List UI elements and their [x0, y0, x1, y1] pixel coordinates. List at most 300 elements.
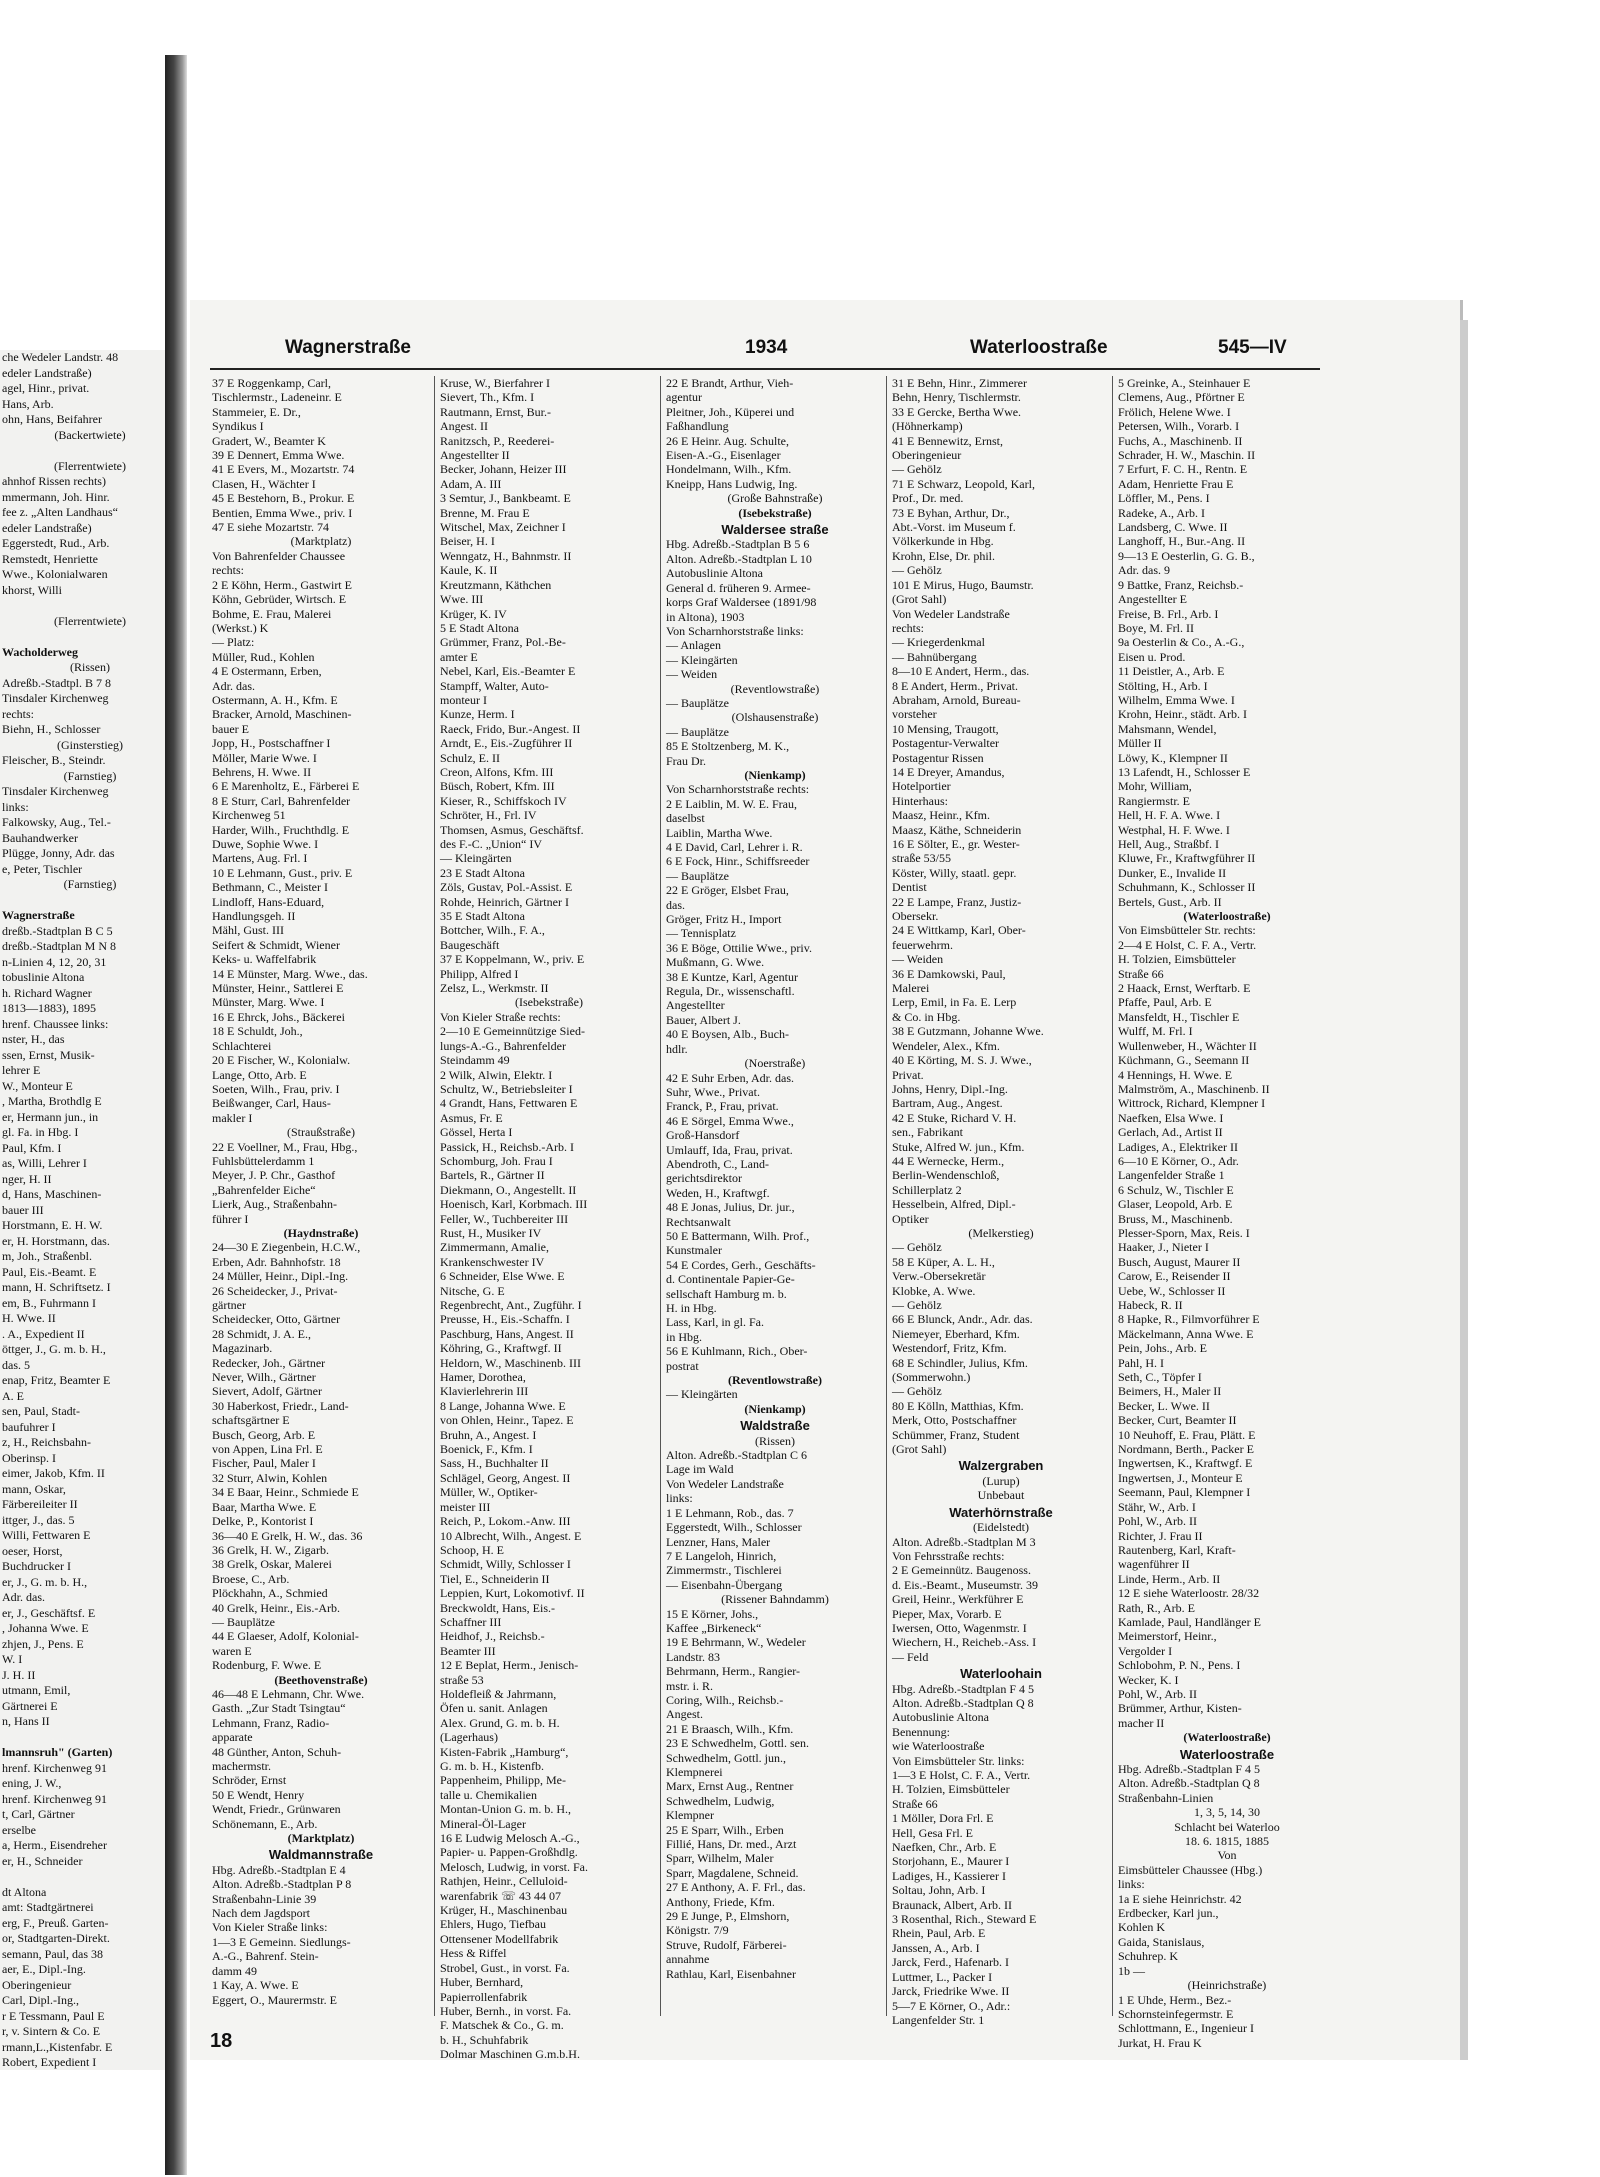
directory-entry: (Werkst.) K	[212, 620, 269, 635]
directory-entry: agel, Hinr., privat.	[2, 381, 90, 395]
directory-entry: 37 E Koppelmann, W., priv. E	[440, 952, 585, 967]
directory-entry: korps Graf Waldersee (1891/98	[666, 595, 817, 610]
directory-entry: Mähl, Gust. III	[212, 923, 284, 938]
directory-entry: makler I	[212, 1110, 253, 1125]
directory-entry: Paul, Kfm. I	[2, 1140, 62, 1155]
directory-entry: Heldorn, W., Maschinenb. III	[440, 1355, 581, 1370]
directory-entry: as, Willi, Lehrer I	[2, 1156, 87, 1170]
directory-entry: in Hbg.	[666, 1329, 702, 1344]
directory-entry: 26 E Heinr. Aug. Schulte,	[666, 433, 789, 448]
directory-entry: Hell, H. F. A. Wwe. I	[1118, 808, 1221, 823]
directory-entry: hrenf. Kirchenweg 91	[2, 1791, 107, 1806]
directory-entry: Papier- u. Pappen-Großhdlg.	[440, 1845, 578, 1860]
directory-entry: Wwe. III	[440, 592, 484, 607]
directory-entry: Syndikus I	[212, 419, 264, 434]
directory-entry: A. E	[2, 1388, 24, 1403]
directory-entry: 2 Wilk, Alwin, Elektr. I	[440, 1067, 553, 1082]
directory-entry: Krankenschwester IV	[440, 1254, 545, 1269]
directory-entry: von Ohlen, Heinr., Tapez. E	[440, 1413, 574, 1428]
directory-entry: 42 E Suhr Erben, Adr. das.	[666, 1070, 794, 1085]
directory-entry: Frau Dr.	[666, 753, 706, 768]
directory-entry: 31 E Behn, Hinr., Zimmerer	[892, 376, 1027, 390]
directory-entry: er, J., G. m. b. H.,	[2, 1574, 88, 1589]
directory-entry: warenfabrik ☏ 43 44 07	[440, 1888, 561, 1903]
cross-street-marker: (Melkerstieg)	[968, 1225, 1034, 1240]
directory-entry: Landstr. 83	[666, 1649, 720, 1664]
directory-entry: sen., Fabrikant	[892, 1125, 963, 1140]
directory-entry: 1b —	[1118, 1963, 1145, 1978]
directory-entry: Schrader, H. W., Maschin. II	[1118, 448, 1256, 463]
directory-entry: Müller, W., Optiker-	[440, 1485, 538, 1500]
directory-entry: Gradert, W., Beamter K	[212, 433, 326, 448]
head-right-street: Waterloostraße	[970, 337, 1108, 358]
directory-entry: hrenf. Chaussee links:	[2, 1016, 109, 1031]
directory-entry: baufuhrer I	[2, 1419, 56, 1434]
head-year: 1934	[745, 337, 788, 358]
directory-entry: 6 E Marenholtz, E., Färberei E	[212, 779, 360, 794]
directory-entry: Benennung:	[892, 1724, 950, 1739]
directory-entry	[0, 893, 178, 909]
directory-entry: 21 E Braasch, Wilh., Kfm.	[666, 1721, 794, 1736]
directory-entry: Janssen, A., Arb. I	[892, 1940, 980, 1955]
directory-entry: 24 E Wittkamp, Karl, Ober-	[892, 923, 1026, 938]
directory-entry: Klempner	[666, 1808, 714, 1823]
directory-entry: Maasz, Heinr., Kfm.	[892, 808, 990, 823]
directory-entry: Falkowsky, Aug., Tel.-	[2, 815, 111, 829]
directory-entry: Bauhandwerker	[2, 830, 78, 845]
directory-entry: Gerlach, Ad., Artist II	[1118, 1125, 1223, 1140]
directory-entry: Eggert, O., Maurermstr. E	[212, 1992, 337, 2007]
directory-entry: Eisen-A.-G., Eisenlager	[666, 448, 781, 463]
directory-entry: Suhr, Wwe., Privat.	[666, 1084, 760, 1099]
directory-entry: (Flerrentwiete)	[54, 613, 126, 628]
cross-street-marker: (Lurup)	[982, 1473, 1020, 1488]
directory-entry: fee z. „Alten Landhaus“	[2, 505, 118, 519]
directory-entry: 5 Greinke, A., Steinhauer E	[1118, 376, 1251, 390]
directory-entry: — Tennisplatz	[666, 926, 736, 941]
directory-entry: Jurkat, H. Frau K	[1118, 2035, 1202, 2050]
directory-entry: 22 E Voellner, M., Frau, Hbg.,	[212, 1139, 358, 1154]
directory-entry: 44 E Wernecke, Herm.,	[892, 1153, 1005, 1168]
directory-entry: Eggerstedt, Wilh., Schlosser	[666, 1520, 802, 1535]
directory-entry: — Platz:	[212, 635, 255, 650]
directory-entry: Klobke, A. Wwe.	[892, 1283, 976, 1298]
directory-entry: 9—13 E Oesterlin, G. G. B.,	[1118, 548, 1255, 563]
directory-entry: J. H. II	[2, 1667, 36, 1682]
directory-entry: Von Kieler Straße rechts:	[440, 1009, 561, 1024]
directory-entry: Rohde, Heinrich, Gärtner I	[440, 894, 569, 909]
directory-entry: Landsberg, C. Wwe. II	[1118, 520, 1228, 535]
directory-entry: (Ginsterstieg)	[57, 737, 123, 752]
directory-entry: annahme	[666, 1952, 710, 1967]
directory-entry	[0, 598, 178, 614]
directory-entry: Hell, Aug., Straßbf. I	[1118, 837, 1219, 851]
directory-entry: 73 E Byhan, Arthur, Dr.,	[892, 505, 1010, 520]
directory-entry: Montan-Union G. m. b. H.,	[440, 1802, 571, 1817]
directory-entry: General d. früheren 9. Armee-	[666, 580, 811, 595]
directory-entry: 1—3 E Gemeinn. Siedlungs-	[212, 1934, 351, 1949]
directory-entry: r E Tessmann, Paul E	[2, 2008, 105, 2023]
directory-entry: 20 E Fischer, W., Kolonialw.	[212, 1053, 351, 1068]
directory-entry: 71 E Schwarz, Leopold, Karl,	[892, 476, 1035, 491]
directory-entry: Lenzner, Hans, Maler	[666, 1534, 771, 1549]
directory-entry: Kieser, R., Schiffskoch IV	[440, 793, 567, 808]
directory-entry: Tischlermstr., Ladeneinr. E	[212, 390, 342, 405]
directory-entry: Alton. Adreßb.-Stadtplan Q 8	[892, 1695, 1034, 1710]
street-heading: Waldmannstraße	[268, 1847, 374, 1863]
directory-entry: Busch, Georg, Arb. E	[212, 1427, 316, 1442]
directory-entry: . A., Expedient II	[2, 1326, 85, 1341]
directory-entry: Rust, H., Musiker IV	[440, 1225, 542, 1240]
directory-entry: Malerei	[892, 981, 930, 996]
directory-entry: (Flerrentwiete)	[54, 458, 126, 473]
directory-entry: Horstmann, E. H. W.	[2, 1218, 103, 1232]
directory-entry: Passick, H., Reichsb.-Arb. I	[440, 1139, 574, 1154]
directory-entry: — Gehölz	[892, 563, 942, 578]
directory-entry: Carl, Dipl.-Ing.,	[2, 1993, 79, 2007]
directory-entry: 5 E Stadt Altona	[440, 620, 519, 635]
directory-entry: Schuhmann, K., Schlosser II	[1118, 880, 1256, 895]
directory-entry: feuerwehrm.	[892, 937, 953, 952]
street-heading: Walzergraben	[958, 1458, 1044, 1474]
directory-entry: 4 E David, Carl, Lehrer i. R.	[666, 840, 803, 854]
directory-entry: Soeten, Wilh., Frau, priv. I	[212, 1081, 340, 1096]
directory-entry: Kunstmaler	[666, 1243, 722, 1258]
column-divider	[434, 376, 435, 2016]
directory-entry: — Eisenbahn-Übergang	[666, 1577, 783, 1592]
directory-entry: Gasth. „Zur Stadt Tsingtau“	[212, 1701, 346, 1716]
directory-entry: Martens, Aug. Frl. I	[212, 851, 308, 866]
directory-entry: 80 E Kölln, Matthias, Kfm.	[892, 1398, 1024, 1413]
directory-entry: Nach dem Jagdsport	[212, 1906, 310, 1921]
directory-entry: Paschburg, Hans, Angest. II	[440, 1326, 574, 1341]
directory-entry: Asmus, Fr. E	[440, 1110, 503, 1125]
directory-entry: Glaser, Leopold, Arb. E	[1118, 1197, 1233, 1212]
directory-entry: Grümmer, Franz, Pol.-Be-	[440, 635, 566, 650]
directory-entry: Boye, M. Frl. II	[1118, 620, 1194, 635]
directory-entry: zhjen, J., Pens. E	[2, 1636, 84, 1651]
directory-entry	[0, 443, 178, 459]
directory-entry: Leppien, Kurt, Lokomotivf. II	[440, 1586, 585, 1601]
directory-entry: Westendorf, Fritz, Kfm.	[892, 1341, 1007, 1356]
directory-entry: von Appen, Lina Frl. E	[212, 1442, 323, 1457]
directory-entry: Papierrollenfabrik	[440, 1989, 528, 2004]
cross-street-marker: (Haydnstraße)	[283, 1225, 359, 1240]
directory-entry: h. Richard Wagner	[2, 985, 92, 1000]
directory-entry: Ingwertsen, J., Monteur E	[1118, 1470, 1243, 1485]
directory-entry: Hell, Gesa Frl. E	[892, 1825, 973, 1840]
directory-entry: Radeke, A., Arb. I	[1118, 505, 1205, 520]
directory-entry: Creon, Alfons, Kfm. III	[440, 764, 554, 779]
directory-entry: Broese, C., Arb.	[212, 1571, 290, 1586]
directory-entry: mstr. i. R.	[666, 1678, 714, 1693]
directory-entry: Kohlen K	[1118, 1920, 1165, 1935]
directory-entry: Bethmann, C., Meister I	[212, 880, 328, 895]
directory-entry: 16 E Ludwig Melosch A.-G.,	[440, 1831, 580, 1846]
directory-entry: Von Fehrsstraße rechts:	[892, 1548, 1005, 1563]
directory-entry: 1 Möller, Dora Frl. E	[892, 1811, 994, 1826]
directory-entry: rechts:	[2, 706, 34, 721]
directory-entry: Carow, E., Reisender II	[1118, 1269, 1231, 1284]
directory-entry: 40 E Boysen, Alb., Buch-	[666, 1027, 789, 1042]
directory-entry: talle u. Chemikalien	[440, 1787, 537, 1802]
cross-street-marker: (Heinrichstraße)	[1187, 1978, 1267, 1993]
directory-entry	[0, 1730, 178, 1746]
directory-entry: Reich, P., Lokom.-Anw. III	[440, 1514, 571, 1529]
directory-entry: apparate	[212, 1730, 253, 1745]
directory-entry: — Bauplätze	[666, 868, 729, 883]
directory-entry: Straßenbahn-Linie 39	[212, 1891, 317, 1906]
column-5	[1118, 376, 1336, 2050]
directory-entry: Klavierlehrerin III	[440, 1384, 529, 1399]
directory-entry: Wenngatz, H., Bahnmstr. II	[440, 548, 572, 563]
directory-entry: 101 E Mirus, Hugo, Baumstr.	[892, 577, 1034, 592]
directory-entry: Fischer, Paul, Maler I	[212, 1456, 316, 1471]
directory-entry: Angestellter E	[1118, 592, 1187, 607]
directory-entry: Von Scharnhorststraße links:	[666, 623, 804, 638]
directory-entry: gerichtsdirektor	[666, 1171, 742, 1186]
directory-entry: Stähr, W., Arb. I	[1118, 1499, 1196, 1514]
directory-entry: 10 Albrecht, Wilh., Angest. E	[440, 1528, 582, 1543]
directory-entry: gärtner	[212, 1298, 246, 1312]
directory-entry: Schröter, H., Frl. IV	[440, 808, 537, 823]
directory-entry: Plesser-Sporn, Max, Reis. I	[1118, 1225, 1250, 1240]
directory-entry: Von Wedeler Landstraße	[892, 606, 1010, 621]
directory-entry: Königstr. 7/9	[666, 1923, 729, 1938]
cross-street-marker: 18. 6. 1815, 1885	[1185, 1834, 1269, 1849]
directory-entry: Köhn, Gebrüder, Wirtsch. E	[212, 592, 347, 607]
directory-entry: mann, H. Schriftsetz. I	[2, 1280, 111, 1294]
directory-entry: Rathjen, Heinr., Celluloid-	[440, 1874, 568, 1889]
directory-entry: 66 E Blunck, Andr., Adr. das.	[892, 1312, 1033, 1327]
directory-entry: Linde, Herm., Arb. II	[1118, 1571, 1221, 1586]
directory-entry: Bartram, Aug., Angest.	[892, 1096, 1003, 1111]
directory-entry: 42 E Stuke, Richard V. H.	[892, 1110, 1017, 1125]
directory-entry: Völkerkunde in Hbg.	[892, 534, 994, 549]
directory-entry: Kneipp, Hans Ludwig, Ing.	[666, 476, 798, 491]
directory-entry: rechts:	[212, 563, 244, 578]
directory-entry: Öfen u. sanit. Anlagen	[440, 1701, 548, 1716]
directory-entry: Alton. Adreßb.-Stadtplan L 10	[666, 551, 812, 566]
directory-entry: 38 Grelk, Oskar, Malerei	[212, 1557, 332, 1572]
directory-entry: dreßb.-Stadtplan M N 8	[2, 939, 116, 953]
directory-entry: 3 Semtur, J., Bankbeamt. E	[440, 491, 571, 506]
directory-entry: Eisen u. Prod.	[1118, 649, 1186, 664]
directory-entry: (Farnstieg)	[63, 768, 117, 783]
directory-entry: Lindloff, Hans-Eduard,	[212, 894, 325, 909]
directory-entry: Erben, Adr. Bahnhofstr. 18	[212, 1254, 341, 1269]
directory-entry: Pein, Johs., Arb. E	[1118, 1341, 1208, 1356]
directory-entry: Erdbecker, Karl jun.,	[1118, 1906, 1219, 1921]
cross-street-marker: (Beethovenstraße)	[274, 1672, 368, 1687]
directory-entry: Adr. das.	[2, 1590, 45, 1604]
directory-entry: 9a Oesterlin & Co., A.-G.,	[1118, 635, 1245, 650]
directory-entry: Dunker, E., Invalide II	[1118, 865, 1227, 880]
directory-entry: H. Tolzien, Eimsbütteler	[892, 1782, 1010, 1797]
directory-entry: Krüger, K. IV	[440, 606, 507, 621]
directory-entry: meister III	[440, 1499, 491, 1514]
directory-entry: 23 E Schwedhelm, Gottl. sen.	[666, 1736, 809, 1751]
directory-entry: er, J., Geschäftsf. E	[2, 1605, 96, 1620]
directory-entry: 50 E Battermann, Wilh. Prof.,	[666, 1228, 810, 1243]
directory-entry: Wilhelm, Emma Wwe. I	[1118, 692, 1235, 707]
directory-entry: Becker, L. Wwe. II	[1118, 1398, 1210, 1413]
directory-entry: Anthony, Friede, Kfm.	[666, 1894, 775, 1909]
directory-entry: 40 E Körting, M. S. J. Wwe.,	[892, 1053, 1032, 1068]
directory-entry: Klempnerei	[666, 1765, 723, 1779]
directory-entry: Kaule, K. II	[440, 563, 498, 578]
directory-entry: Alex. Grund, G. m. b. H.	[440, 1715, 560, 1730]
directory-entry: Behrmann, Herm., Rangier-	[666, 1664, 801, 1679]
directory-entry: Schmidt, Willy, Schlosser I	[440, 1557, 571, 1572]
directory-entry: Sievert, Th., Kfm. I	[440, 390, 535, 405]
directory-entry: Köhring, G., Kraftwgf. II	[440, 1341, 562, 1356]
directory-entry: Mahsmann, Wendel,	[1118, 721, 1217, 736]
directory-entry: 8 E Sturr, Carl, Bahrenfelder	[212, 793, 351, 808]
directory-entry: Schröder, Ernst	[212, 1773, 287, 1788]
directory-entry: Bertels, Gust., Arb. II	[1118, 894, 1222, 909]
directory-entry: Umlauff, Ida, Frau, privat.	[666, 1142, 793, 1157]
directory-entry: Alton. Adreßb.-Stadtplan Q 8	[1118, 1776, 1260, 1791]
directory-entry: Scheidecker, Otto, Gärtner	[212, 1312, 341, 1327]
directory-entry: Oberingenieur	[892, 448, 962, 463]
street-heading: lmannsruh" (Garten)	[2, 1745, 113, 1759]
directory-entry: 33 E Gercke, Bertha Wwe.	[892, 404, 1022, 419]
directory-entry: Greil, Heinr., Werkführer E	[892, 1592, 1024, 1607]
column-divider	[886, 376, 887, 2016]
directory-entry: 30 Haberkost, Friedr., Land-	[212, 1398, 349, 1413]
directory-entry: Arndt, E., Eis.-Zugführer II	[440, 736, 573, 751]
directory-entry: Luttmer, L., Packer I	[892, 1969, 993, 1984]
directory-entry: hrenf. Kirchenweg 91	[2, 1760, 107, 1775]
directory-entry: Seemann, Paul, Klempner I	[1118, 1485, 1251, 1500]
running-head	[210, 337, 1390, 365]
cross-street-marker: (Nienkamp)	[744, 1401, 806, 1416]
directory-entry: Schornsteinfegermstr. E	[1118, 2006, 1234, 2021]
directory-entry: 29 E Junge, P., Elmshorn,	[666, 1909, 790, 1924]
directory-entry: 47 E siehe Mozartstr. 74	[212, 520, 329, 535]
directory-entry: Hbg. Adreßb.-Stadtplan E 4	[212, 1862, 346, 1877]
directory-entry: — Feld	[892, 1649, 929, 1664]
directory-entry: agentur	[666, 390, 702, 405]
directory-entry: Bartels, R., Gärtner II	[440, 1168, 545, 1183]
directory-entry: 44 E Glaeser, Adolf, Kolonial-	[212, 1629, 359, 1644]
directory-entry: Richter, J. Frau II	[1118, 1528, 1203, 1543]
directory-entry: 10 Neuhoff, E. Frau, Plätt. E	[1118, 1427, 1256, 1442]
directory-entry: Schwedhelm, Ludwig,	[666, 1793, 775, 1808]
directory-entry: links:	[666, 1491, 693, 1506]
directory-entry: Schlottmann, E., Ingenieur I	[1118, 2021, 1254, 2036]
directory-entry: Melosch, Ludwig, in vorst. Fa.	[440, 1859, 588, 1874]
directory-entry: 2 E Laiblin, M. W. E. Frau,	[666, 796, 797, 811]
directory-entry: Rechtsanwalt	[666, 1214, 731, 1229]
directory-entry: Schlachterei	[212, 1038, 272, 1053]
directory-entry: m, Joh., Straßenbl.	[2, 1249, 92, 1263]
directory-entry: Hbg. Adreßb.-Stadtplan B 5 6	[666, 537, 810, 552]
directory-entry: 23 E Stadt Altona	[440, 865, 525, 880]
directory-entry: 32 Sturr, Alwin, Kohlen	[212, 1470, 328, 1485]
directory-entry: Boenick, F., Kfm. I	[440, 1442, 533, 1457]
directory-entry: Von Eimsbütteler Str. rechts:	[1118, 923, 1256, 938]
directory-entry: Maasz, Käthe, Schneiderin	[892, 822, 1022, 837]
directory-entry: 46—48 E Lehmann, Chr. Wwe.	[212, 1686, 365, 1701]
directory-entry: Eimsbütteler Chaussee (Hbg.)	[1118, 1862, 1263, 1877]
directory-entry: Adreßb.-Stadtpl. B 7 8	[2, 675, 111, 690]
directory-entry: Meyer, J. P. Chr., Gasthof	[212, 1168, 336, 1183]
directory-entry: 35 E Stadt Altona	[440, 909, 525, 924]
directory-entry: Wwe., Kolonialwaren	[2, 567, 108, 581]
directory-entry: Lehmann, Franz, Radio-	[212, 1715, 330, 1730]
directory-entry: Von Wedeler Landstraße	[666, 1476, 784, 1491]
directory-entry: Hans, Arb.	[2, 396, 54, 411]
directory-entry: dreßb.-Stadtplan B C 5	[2, 923, 113, 938]
directory-entry: Rathlau, Karl, Eisenbahner	[666, 1966, 796, 1981]
directory-entry: Hess & Riffel	[440, 1946, 507, 1961]
directory-entry: Behn, Henry, Tischlermstr.	[892, 390, 1021, 405]
directory-entry: Nitsche, G. E	[440, 1283, 505, 1298]
street-heading: Wagnerstraße	[2, 908, 75, 922]
directory-entry: Tinsdaler Kirchenweg	[2, 691, 109, 705]
book-binding	[165, 55, 187, 2175]
directory-entry: Abt.-Vorst. im Museum f.	[892, 520, 1016, 535]
directory-entry: 22 E Lampe, Franz, Justiz-	[892, 894, 1022, 909]
directory-entry: Angest. II	[440, 419, 488, 434]
directory-entry: 8—10 E Andert, Herm., das.	[892, 664, 1030, 679]
directory-entry: führer I	[212, 1211, 249, 1226]
directory-entry: Brenne, M. Frau E	[440, 505, 530, 520]
directory-entry: bauer III	[2, 1202, 44, 1217]
directory-entry: Behrens, H. Wwe. II	[212, 764, 312, 779]
directory-entry: damm 49	[212, 1963, 257, 1978]
directory-entry: khorst, Willi	[2, 582, 62, 597]
directory-entry	[0, 1869, 178, 1885]
directory-entry: Malmström, A., Maschinenb. II	[1118, 1081, 1270, 1096]
directory-entry: Privat.	[892, 1067, 924, 1082]
directory-entry: Huber, Bernh., in vorst. Fa.	[440, 2003, 572, 2018]
cross-street-marker: Von	[1217, 1848, 1237, 1863]
directory-entry: , Johanna Wwe. E	[2, 1621, 89, 1635]
directory-entry: Nordmann, Berth., Packer E	[1118, 1442, 1254, 1457]
directory-entry: (Grot Sahl)	[892, 1442, 947, 1457]
directory-entry: 8 Hapke, R., Filmvorführer E	[1118, 1312, 1260, 1327]
directory-entry: 13 Lafendt, H., Schlosser E	[1118, 764, 1251, 779]
directory-entry: monteur I	[440, 692, 487, 707]
directory-entry: Naefken, Chr., Arb. E	[892, 1840, 997, 1855]
cross-street-marker: (Olshausenstraße)	[731, 710, 819, 725]
directory-entry: Von Bahrenfelder Chaussee	[212, 548, 346, 563]
directory-entry: Harder, Wilh., Fruchthdlg. E	[212, 822, 350, 837]
directory-entry: Bentien, Emma Wwe., priv. I	[212, 505, 353, 520]
directory-entry: aer, E., Dipl.-Ing.	[2, 1962, 86, 1976]
directory-entry: Fleischer, B., Steindr.	[2, 753, 106, 767]
directory-entry: Pahl, H. I	[1118, 1355, 1164, 1370]
street-heading: Waldersee straße	[721, 522, 829, 538]
directory-entry: Brümmer, Arthur, Kisten-	[1118, 1701, 1242, 1716]
directory-entry: Gröger, Fritz H., Import	[666, 912, 782, 927]
directory-entry: Mineral-Öl-Lager	[440, 1816, 526, 1831]
directory-entry: Breckwoldt, Hans, Eis.-	[440, 1600, 555, 1615]
directory-entry: Angestellter II	[440, 448, 510, 463]
directory-entry: 2 E Gemeinnütz. Baugenoss.	[892, 1563, 1031, 1578]
directory-entry: Schoop, H. E	[440, 1542, 504, 1557]
directory-entry: 8 Lange, Johanna Wwe. E	[440, 1398, 566, 1413]
directory-entry: 19 E Behrmann, W., Wedeler	[666, 1635, 806, 1650]
directory-entry: Bruss, M., Maschinenb.	[1118, 1211, 1233, 1226]
directory-entry: n, Hans II	[2, 1714, 50, 1728]
directory-entry: Schlägel, Georg, Angest. II	[440, 1470, 571, 1485]
directory-entry: Mohr, William,	[1118, 779, 1192, 794]
directory-entry: Schomburg, Joh. Frau I	[440, 1153, 553, 1168]
